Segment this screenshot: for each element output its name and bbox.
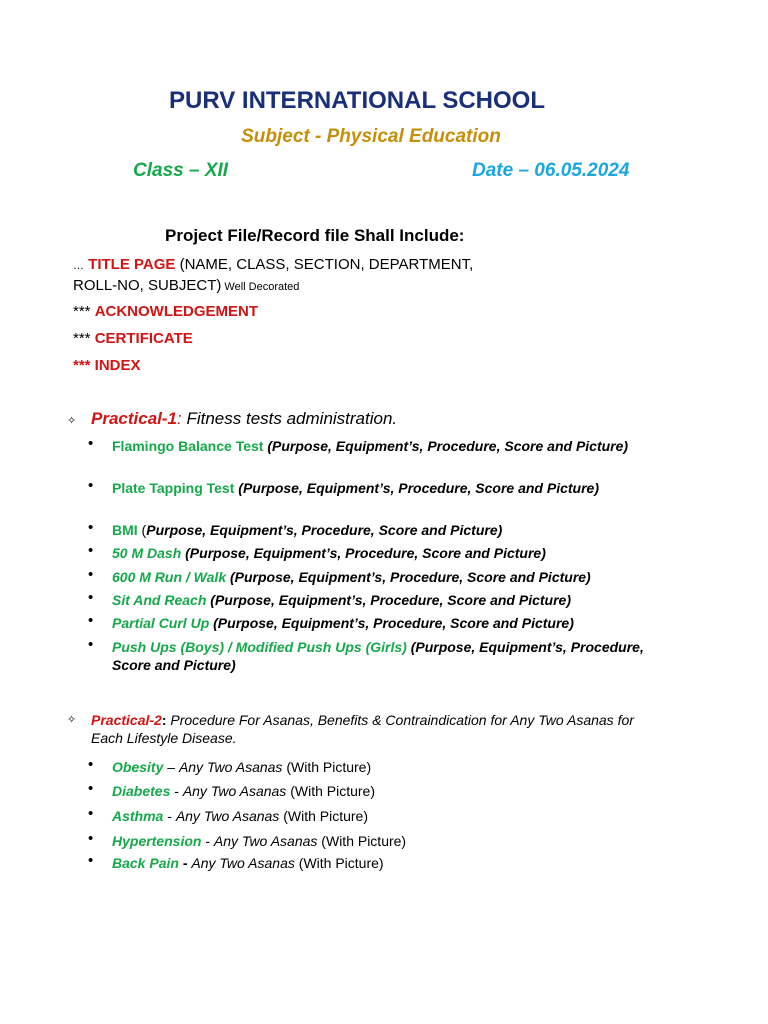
practical-2-item (112, 832, 652, 850)
separator: - (163, 808, 176, 824)
bullet-icon: • (88, 566, 94, 583)
practical-1-item (112, 638, 652, 674)
practical-1-item (112, 437, 652, 455)
asana-detail: Any Two Asanas (213, 833, 318, 849)
bullet-icon: • (88, 780, 94, 797)
title-page-rest: (NAME, CLASS, SECTION, DEPARTMENT, (175, 256, 474, 273)
bullet-icon: • (88, 477, 94, 494)
practical-2-item (112, 854, 652, 872)
stars: *** (73, 303, 91, 320)
practical-1-item (112, 479, 652, 497)
picture-note: (With Picture) (317, 833, 407, 849)
bullet-icon: • (88, 805, 94, 822)
bullet-icon: • (88, 852, 94, 869)
separator: - (201, 833, 214, 849)
bullet-icon: • (88, 636, 94, 653)
practical-1-item (112, 614, 652, 632)
test-name: Plate Tapping Test (112, 480, 235, 496)
disease-name: Hypertension (112, 833, 202, 849)
asana-detail: Any Two Asanas (175, 808, 280, 824)
test-detail: (Purpose, Equipment’s, Procedure, Score and Picture) (209, 615, 574, 631)
picture-note: (With Picture) (282, 759, 372, 775)
picture-note: (With Picture) (286, 783, 375, 799)
asana-detail: Any Two Asanas (182, 783, 287, 799)
practical-1-desc: Fitness tests administration. (181, 409, 398, 428)
bullet-icon: • (88, 756, 94, 773)
test-detail-paren: ( (137, 522, 147, 538)
include-acknowledgement (73, 303, 258, 320)
bullet-icon: • (88, 612, 94, 629)
ellipsis-marker: … (73, 260, 84, 272)
practical-2-item (112, 782, 652, 800)
test-name: Partial Curl Up (112, 615, 210, 631)
separator: – (163, 759, 179, 775)
test-detail: (Purpose, Equipment’s, Procedure, Score and Picture) (234, 480, 599, 496)
practical-2-heading (91, 711, 651, 747)
include-title-line2 (73, 277, 299, 294)
test-detail: (Purpose, Equipment’s, Procedure, Score and Picture) (226, 569, 591, 585)
school-name: PURV INTERNATIONAL SCHOOL (168, 87, 546, 114)
test-detail: (Purpose, Equipment’s, Procedure, Score and Picture) (206, 592, 571, 608)
title-note: Well Decorated (221, 281, 300, 293)
practical-2-item (112, 758, 652, 776)
include-index: *** INDEX (73, 357, 141, 374)
test-detail: (Purpose, Equipment’s, Procedure, Score and Picture) (181, 545, 546, 561)
subject-line: Subject - Physical Education (241, 126, 501, 147)
test-name: 50 M Dash (112, 545, 182, 561)
disease-name: Asthma (112, 808, 164, 824)
practical-1-heading (91, 409, 397, 429)
bullet-icon: • (88, 435, 94, 452)
disease-name: Diabetes (112, 783, 171, 799)
disease-name: Obesity (112, 759, 164, 775)
date-label: Date – 06.05.2024 (472, 160, 630, 181)
practical-1-item (112, 568, 652, 586)
practical-2-item (112, 807, 652, 825)
title-line2: ROLL-NO, SUBJECT) (73, 277, 222, 294)
title-page-label: TITLE PAGE (88, 256, 176, 273)
test-name: Push Ups (Boys) / Modified Push Ups (Girls) (112, 639, 407, 655)
project-heading: Project File/Record file Shall Include: (165, 226, 465, 245)
test-detail: Purpose, Equipment’s, Procedure, Score and Picture) (146, 522, 503, 538)
include-title-page (73, 256, 473, 273)
stars: *** (73, 330, 91, 347)
picture-note: (With Picture) (294, 855, 384, 871)
bullet-icon: • (88, 519, 94, 536)
test-detail: (Purpose, Equipment’s, Procedure, Score and Picture) (112, 639, 644, 673)
picture-note: (With Picture) (279, 808, 368, 824)
disease-name: Back Pain (112, 855, 179, 871)
include-certificate (73, 330, 193, 347)
practical-2-colon: : (161, 712, 167, 728)
test-name: BMI (112, 522, 138, 538)
bullet-icon: • (88, 589, 94, 606)
asana-detail: Any Two Asanas (178, 759, 283, 775)
cert-label: CERTIFICATE (94, 330, 193, 347)
bullet-icon: • (88, 542, 94, 559)
ack-label: ACKNOWLEDGEMENT (94, 303, 259, 320)
test-name: Flamingo Balance Test (112, 438, 264, 454)
test-name: Sit And Reach (112, 592, 207, 608)
asana-detail: Any Two Asanas (191, 855, 295, 871)
test-name: 600 M Run / Walk (112, 569, 227, 585)
class-label: Class – XII (133, 160, 229, 181)
test-detail: (Purpose, Equipment’s, Procedure, Score and Picture) (263, 438, 629, 454)
practical-1-item (112, 544, 652, 562)
bullet-icon: • (88, 830, 94, 847)
separator: - (178, 855, 192, 871)
separator: - (170, 783, 183, 799)
diamond-icon: ✧ (67, 714, 77, 726)
practical-1-label: Practical-1 (91, 409, 177, 428)
practical-2-label: Practical-2 (91, 712, 162, 728)
practical-1-item (112, 591, 652, 609)
practical-1-item (112, 521, 652, 539)
practical-2-desc: Procedure For Asanas, Benefits & Contraindication for Any Two Asanas for Each Lifestyle Disease. (91, 712, 634, 746)
practical-1-colon: : (177, 409, 182, 428)
diamond-icon: ✧ (67, 415, 77, 427)
